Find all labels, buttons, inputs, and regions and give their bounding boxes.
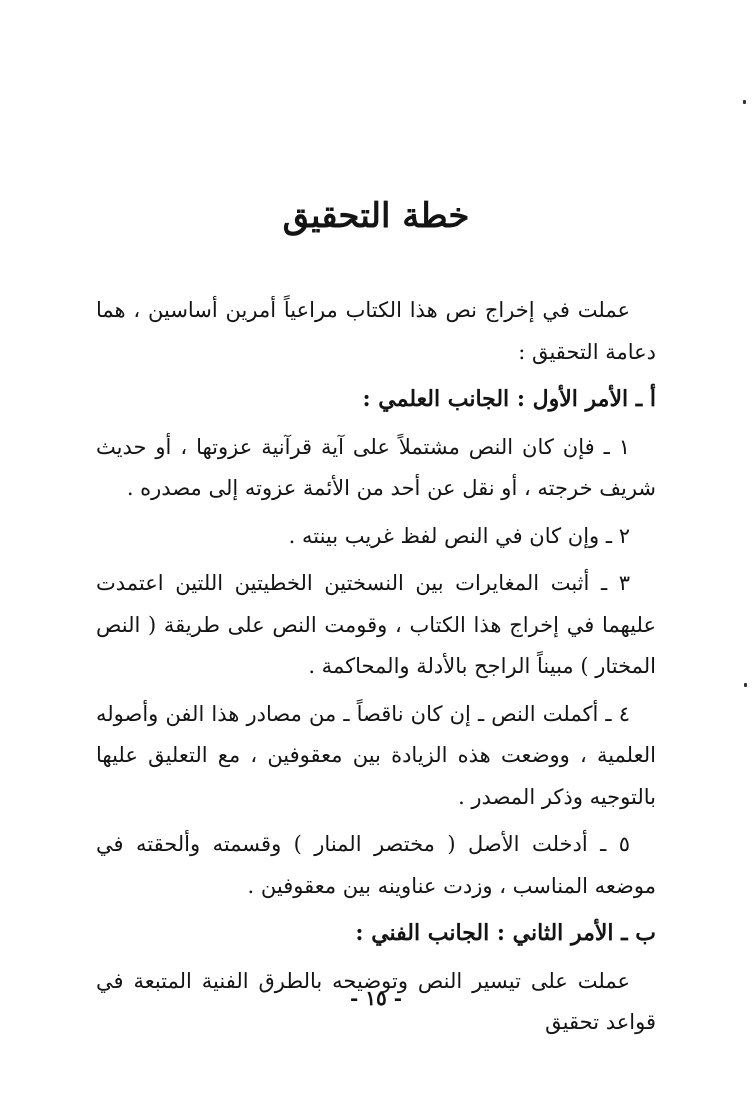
- paragraph-item-4: ٤ ـ أكملت النص ـ إن كان ناقصاً ـ من مصادر هذا الفن وأصوله العلمية ، ووضعت هذه الزيادة بين معقوفين ، مع التعليق عليها بالتوجيه وذكر المصدر .: [96, 701, 656, 809]
- scan-speck-top: [743, 100, 746, 104]
- paragraph-item-3: ٣ ـ أثبت المغايرات بين النسختين الخطيتين اللتين اعتمدت عليهما في إخراج هذا الكتاب ، وقومت النص على طريقة ( النص المختار ) مبيناً الراجح بالأدلة والمحاكمة .: [96, 571, 656, 678]
- scan-speck-middle: [744, 683, 747, 687]
- page-number: - ١٥ -: [349, 986, 402, 1010]
- paragraph-intro: عملت في إخراج نص هذا الكتاب مراعياً أمرين أساسين ، هما دعامة التحقيق :: [96, 298, 656, 364]
- paragraph-item-2: ٢ ـ وإن كان في النص لفظ غريب بينته .: [288, 523, 630, 548]
- paragraph-technical: عملت على تيسير النص وتوضيحه بالطرق الفنية المتبعة في قواعد تحقيق: [96, 968, 656, 1034]
- page-title: خطة التحقيق: [282, 196, 470, 236]
- paragraph-item-5: ٥ ـ أدخلت الأصل ( مختصر المنار ) وقسمته وألحقته في موضعه المناسب ، وزدت عناوينه بين معقوفين .: [96, 832, 656, 898]
- page-body: [96, 290, 656, 1050]
- section-heading-technical: ب ـ الأمر الثاني : الجانب الفني :: [355, 920, 656, 946]
- section-heading-scientific: أ ـ الأمر الأول : الجانب العلمي :: [362, 386, 656, 412]
- paragraph-item-1: ١ ـ فإن كان النص مشتملاً على آية قرآنية عزوتها ، أو حديث شريف خرجته ، أو نقل عن أحد من الأئمة عزوته إلى مصدره .: [96, 434, 656, 500]
